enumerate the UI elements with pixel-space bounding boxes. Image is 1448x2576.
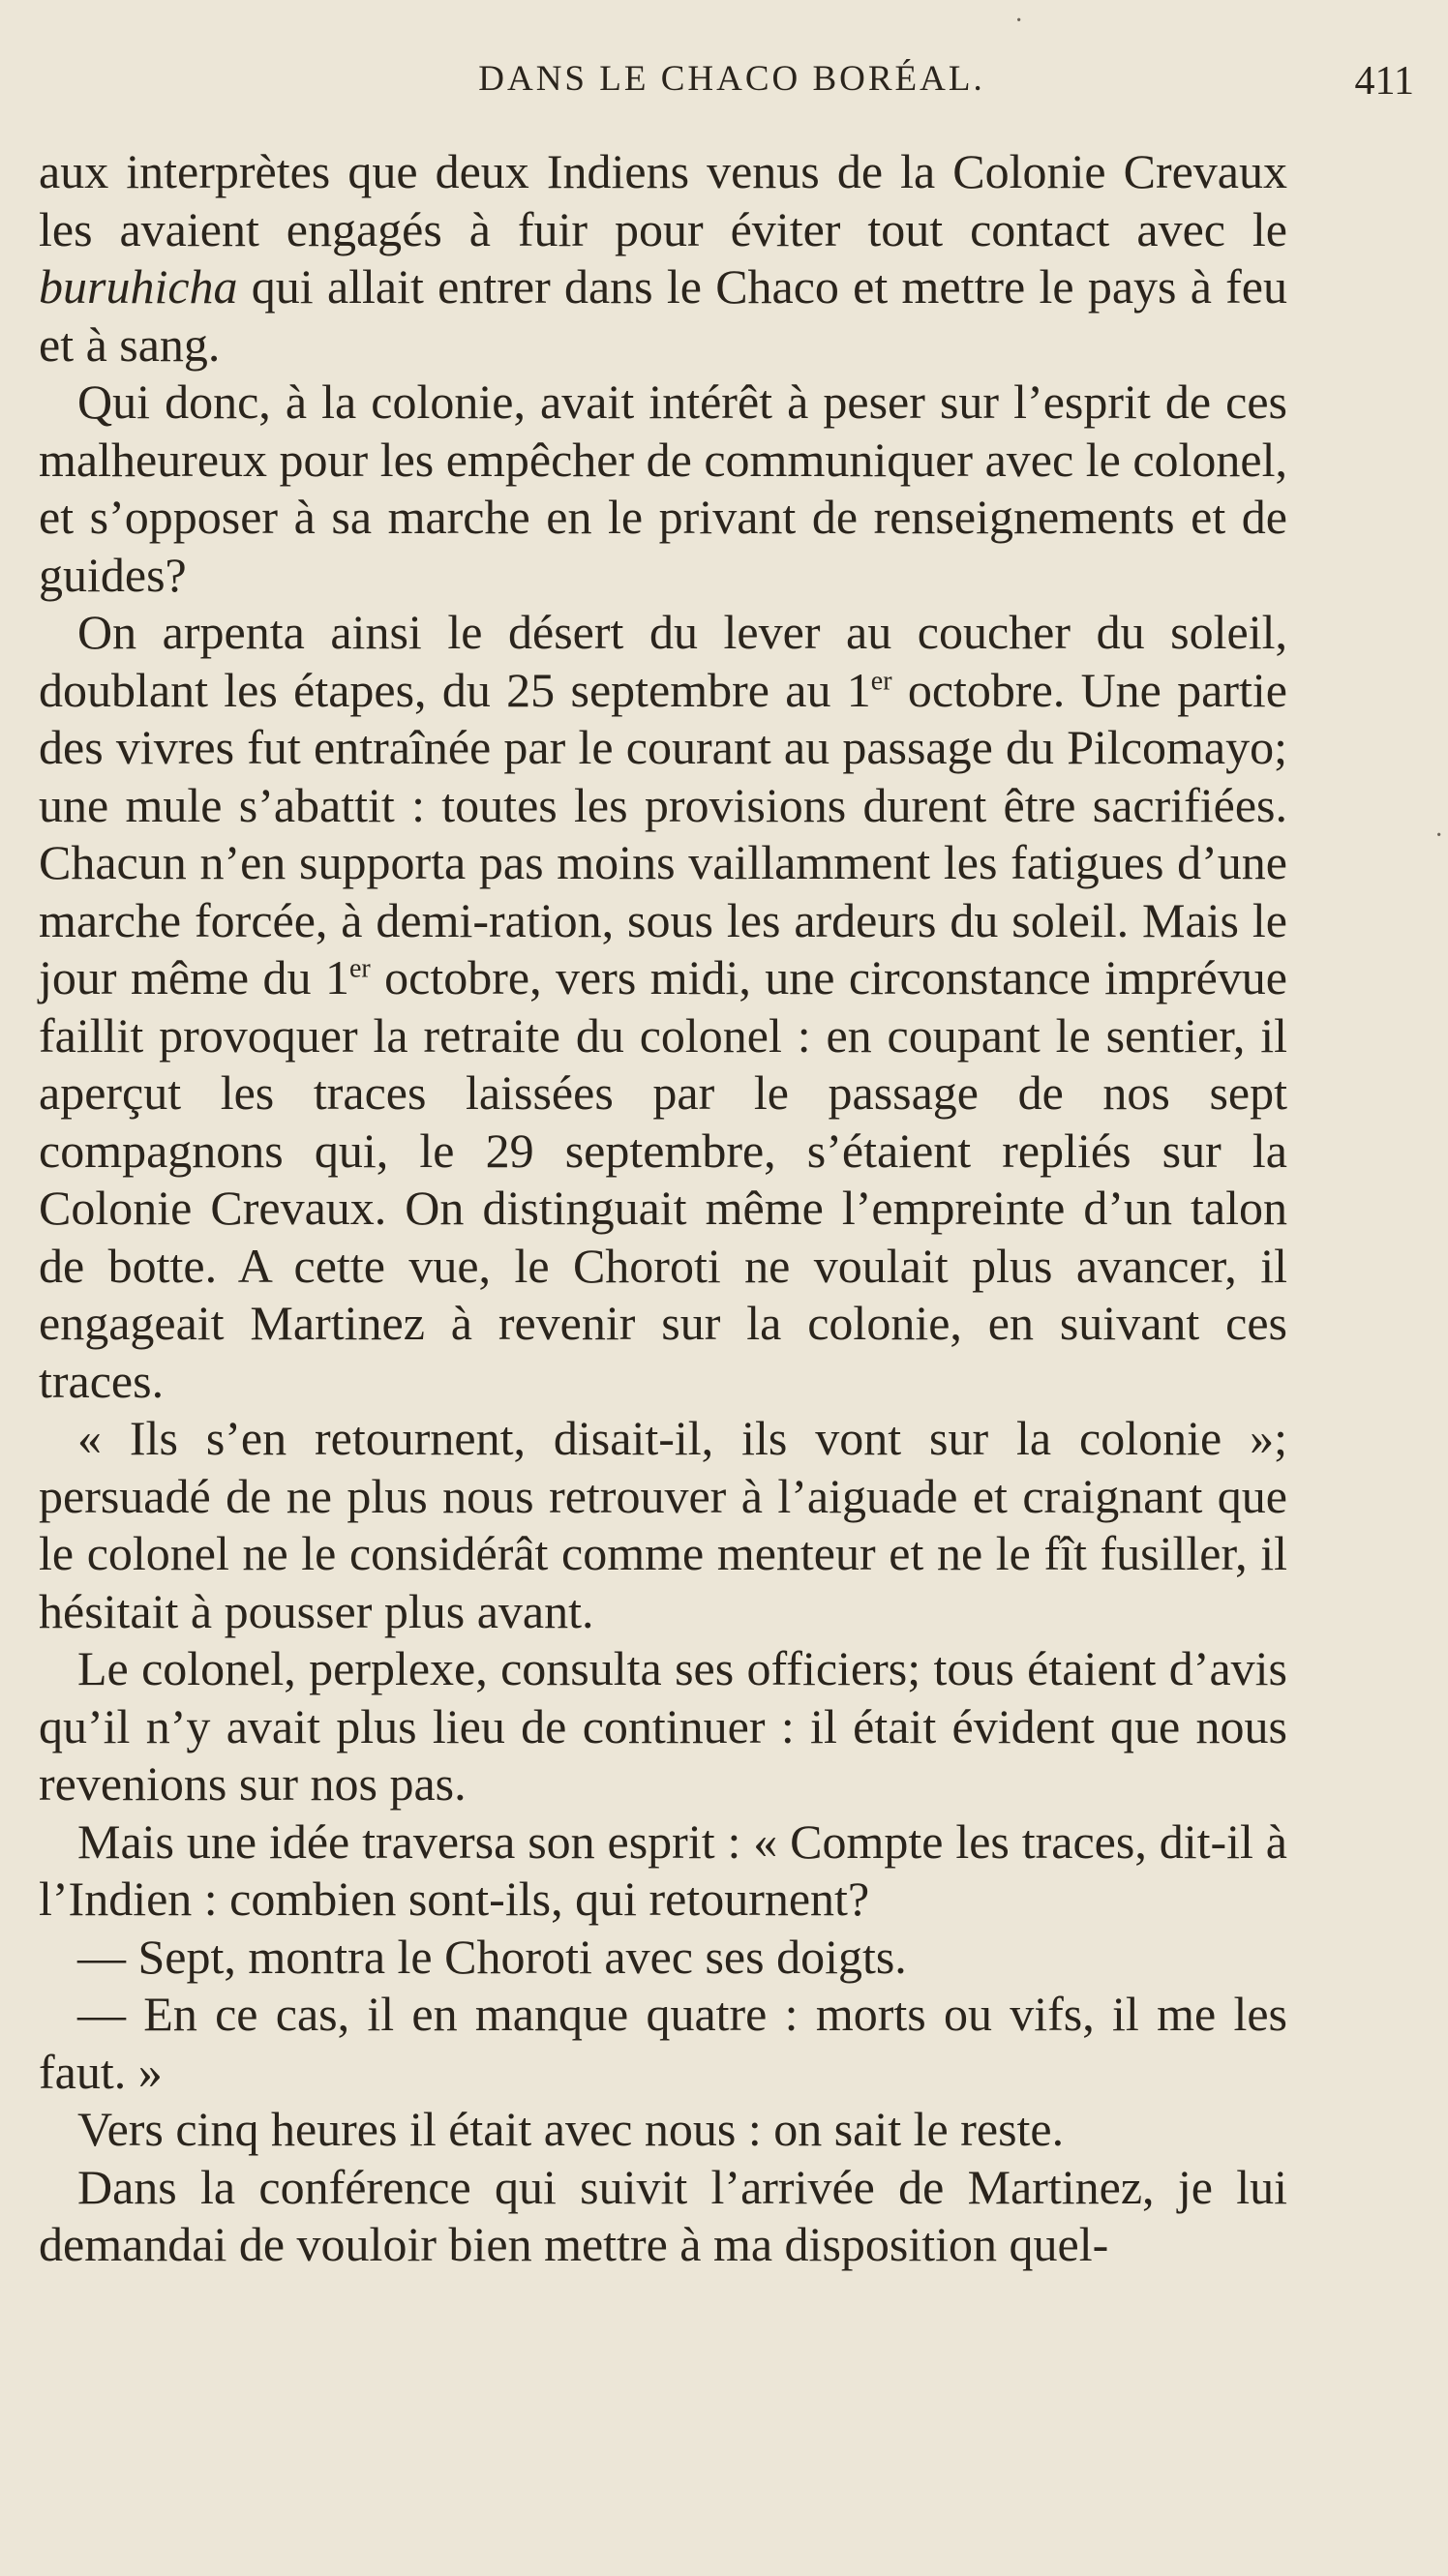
- paragraph: [39, 2101, 1287, 2159]
- running-title: DANS LE CHACO BORÉAL.: [478, 59, 985, 99]
- printing-speck: ·: [1434, 821, 1444, 851]
- paragraph-text: Vers cinq heures il était avec nous : on sait le reste.: [77, 2102, 1065, 2156]
- ordinal-superscript: er: [348, 953, 371, 984]
- paragraph: [39, 604, 1287, 1410]
- paragraph-text: Mais une idée traversa son esprit : « Compte les traces, dit-il à l’Indien : combien sont-ils, qui retournent?: [39, 1813, 1287, 1926]
- paragraph: [39, 1986, 1287, 2101]
- italic-term: buruhicha: [39, 259, 238, 314]
- paragraph-text: Dans la conférence qui suivit l’arrivée de Martinez, je lui demandai de vouloir bien mettre à ma disposition quel-: [39, 2159, 1287, 2271]
- paragraph-text: Le colonel, perplexe, consulta ses officiers; tous étaient d’avis qu’il n’y avait plus lieu de continuer : il était évident que nous revenions sur nos pas.: [39, 1641, 1287, 1811]
- paragraph: [39, 1640, 1287, 1813]
- paragraph: [39, 1410, 1287, 1640]
- page-number: 411: [1354, 59, 1414, 104]
- paragraph: [39, 1813, 1287, 1929]
- page-header: [35, 58, 1414, 116]
- printing-speck: ·: [1014, 6, 1024, 36]
- paragraph-text: aux interprètes que deux Indiens venus de la Colonie Crevaux les avaient engagés à fuir pour éviter tout contact avec le: [39, 144, 1287, 256]
- paragraph: [39, 2159, 1287, 2274]
- paragraph-text: Qui donc, à la colonie, avait intérêt à peser sur l’esprit de ces malheureux pour les empêcher de communiquer avec le colonel, et s’opposer à sa marche en le privant de renseignements et de guides?: [39, 374, 1287, 602]
- paragraph: [39, 374, 1287, 604]
- paragraph: [39, 1929, 1287, 1987]
- paragraph-text: On arpenta ainsi le désert du lever au coucher du soleil, doublant les étapes, du 25 septembre au 1: [39, 605, 1287, 717]
- paragraph-text: octobre. Une partie des vivres fut entraînée par le courant au passage du Pilcomayo; une mule s’abattit : toutes les provisions durent être sacrifiées. Chacun n’en supporta pas moins vaillamment les fatigues d’une marche forcée, à demi-ration, sous les ardeurs du soleil. Mais le jour même du 1: [39, 662, 1288, 1004]
- paragraph-text: — En ce cas, il en manque quatre : morts ou vifs, il me les faut. »: [39, 1987, 1287, 2099]
- paragraph-text: qui allait entrer dans le Chaco et mettre le pays à feu et à sang.: [39, 259, 1287, 372]
- body-text: [39, 143, 1287, 2274]
- paragraph-text: « Ils s’en retournent, disait-il, ils vont sur la colonie »; persuadé de ne plus nous retrouver à l’aiguade et craignant que le colonel ne le considérât comme menteur et ne le fît fusiller, il hésitait à pousser plus avant.: [39, 1411, 1287, 1638]
- paragraph-text: octobre, vers midi, une circonstance imprévue faillit provoquer la retraite du colonel : en coupant le sentier, il aperçut les traces laissées par le passage de nos sept compagnons qui, le 29 septembre, s’étaient repliés sur la Colonie Crevaux. On distinguait même l’empreinte d’un talon de botte. A cette vue, le Choroti ne voulait plus avancer, il engageait Martinez à revenir sur la colonie, en suivant ces traces.: [39, 950, 1287, 1408]
- ordinal-superscript: er: [870, 665, 892, 696]
- paragraph: [39, 143, 1287, 374]
- paragraph-text: — Sept, montra le Choroti avec ses doigts.: [77, 1929, 907, 1984]
